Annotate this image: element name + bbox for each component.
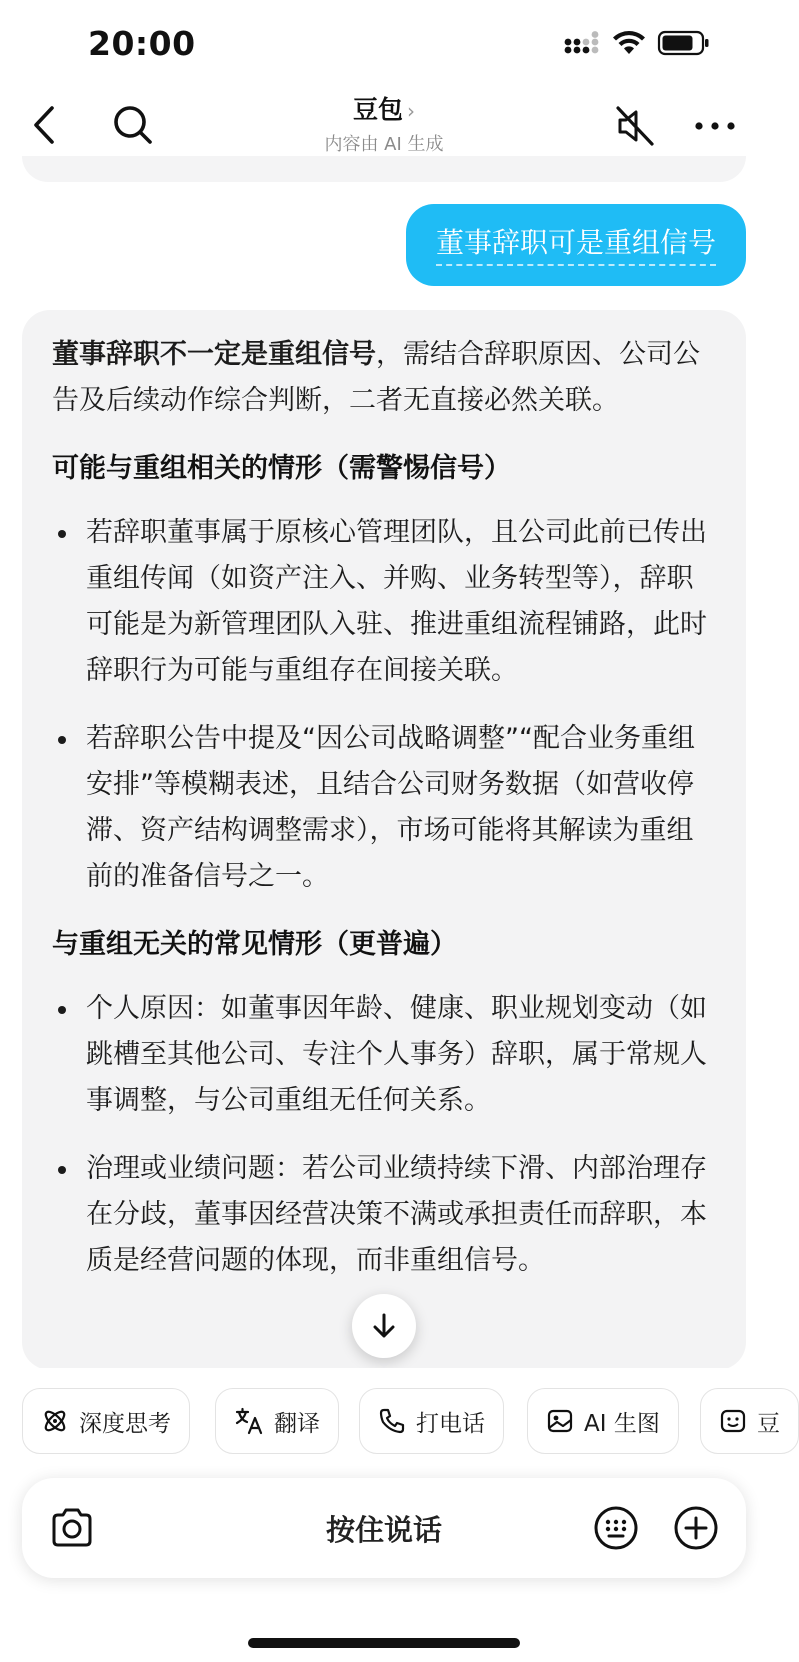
search-button[interactable] bbox=[108, 100, 158, 150]
answer-intro bbox=[52, 332, 716, 424]
search-icon bbox=[108, 100, 158, 150]
answer-intro-rest: ，需结合辞职原因、公司公告及后续动作综合判断，二者无直接必然关联。 bbox=[52, 339, 700, 416]
wifi-icon bbox=[612, 30, 646, 60]
phone-icon bbox=[378, 1407, 406, 1435]
user-message-text: 董事辞职可是重组信号 bbox=[436, 224, 716, 266]
chat-title-area[interactable] bbox=[234, 90, 534, 156]
hold-to-talk-button[interactable]: 按住说话 bbox=[325, 1513, 442, 1547]
scroll-to-bottom-button[interactable] bbox=[352, 1294, 416, 1358]
list-item: 若辞职公告中提及“因公司战略调整”“配合业务重组安排”等模糊表述，且结合公司财务数据（如营收停滞、资产结构调整需求），市场可能将其解读为重组前的准备信号之一。 bbox=[52, 716, 716, 900]
chip-label: 打电话 bbox=[416, 1410, 485, 1437]
chip-translate[interactable] bbox=[215, 1388, 339, 1454]
user-message-bubble[interactable] bbox=[406, 204, 746, 286]
keyboard-button[interactable] bbox=[592, 1504, 640, 1552]
mute-icon bbox=[610, 100, 662, 152]
list-item: 若辞职董事属于原核心管理团队，且公司此前已传出重组传闻（如资产注入、并购、业务转型等），辞职可能是为新管理团队入驻、推进重组流程铺路，此时辞职行为可能与重组存在间接关联。 bbox=[52, 510, 716, 694]
chip-ai-image[interactable] bbox=[527, 1388, 679, 1454]
back-icon bbox=[22, 100, 72, 150]
chip-label: 豆 bbox=[757, 1410, 780, 1437]
home-indicator[interactable] bbox=[248, 1638, 520, 1648]
section-title-unrelated: 与重组无关的常见情形（更普遍） bbox=[52, 929, 457, 960]
chevron-right-icon: › bbox=[407, 99, 415, 123]
arrow-down-icon bbox=[369, 1311, 399, 1341]
keyboard-icon bbox=[592, 1504, 640, 1552]
chip-phone-call[interactable] bbox=[359, 1388, 504, 1454]
nav-bar bbox=[0, 90, 768, 162]
chip-more[interactable] bbox=[700, 1388, 799, 1454]
answer-intro-bold: 董事辞职不一定是重组信号 bbox=[52, 339, 376, 370]
more-icon bbox=[690, 104, 740, 148]
status-bar bbox=[0, 0, 768, 90]
translate-icon bbox=[234, 1407, 264, 1435]
chip-label: 深度思考 bbox=[79, 1410, 171, 1437]
chat-title: 豆包 bbox=[352, 95, 403, 124]
previous-message-bubble bbox=[22, 156, 746, 182]
list-item: 治理或业绩问题：若公司业绩持续下滑、内部治理存在分歧，董事因经营决策不满或承担责任而辞职，本质是经营问题的体现，而非重组信号。 bbox=[52, 1146, 716, 1284]
battery-icon bbox=[658, 30, 710, 60]
add-button[interactable] bbox=[672, 1504, 720, 1552]
chip-deep-thinking[interactable] bbox=[22, 1388, 190, 1454]
chip-label: AI 生图 bbox=[584, 1410, 660, 1437]
section-title-related: 可能与重组相关的情形（需警惕信号） bbox=[52, 453, 511, 484]
back-button[interactable] bbox=[22, 100, 72, 150]
status-time: 20:00 bbox=[88, 24, 196, 63]
cellular-signal-icon bbox=[564, 31, 600, 59]
plus-icon bbox=[672, 1504, 720, 1552]
image-icon bbox=[546, 1407, 574, 1435]
status-icons bbox=[564, 30, 710, 60]
related-cases-list bbox=[52, 510, 716, 900]
list-item: 个人原因：如董事因年龄、健康、职业规划变动（如跳槽至其他公司、专注个人事务）辞职，属于常规人事调整，与公司重组无任何关系。 bbox=[52, 986, 716, 1124]
chip-label: 翻译 bbox=[274, 1410, 320, 1437]
assistant-answer-bubble bbox=[22, 310, 746, 1370]
ai-generated-notice: 内容由 AI 生成 bbox=[324, 134, 444, 155]
sticker-icon bbox=[719, 1407, 747, 1435]
input-bar bbox=[22, 1478, 746, 1578]
quick-action-chips bbox=[0, 1368, 780, 1458]
unrelated-cases-list bbox=[52, 986, 716, 1284]
more-button[interactable] bbox=[690, 104, 740, 148]
atom-icon bbox=[41, 1407, 69, 1435]
mute-button[interactable] bbox=[610, 100, 662, 152]
